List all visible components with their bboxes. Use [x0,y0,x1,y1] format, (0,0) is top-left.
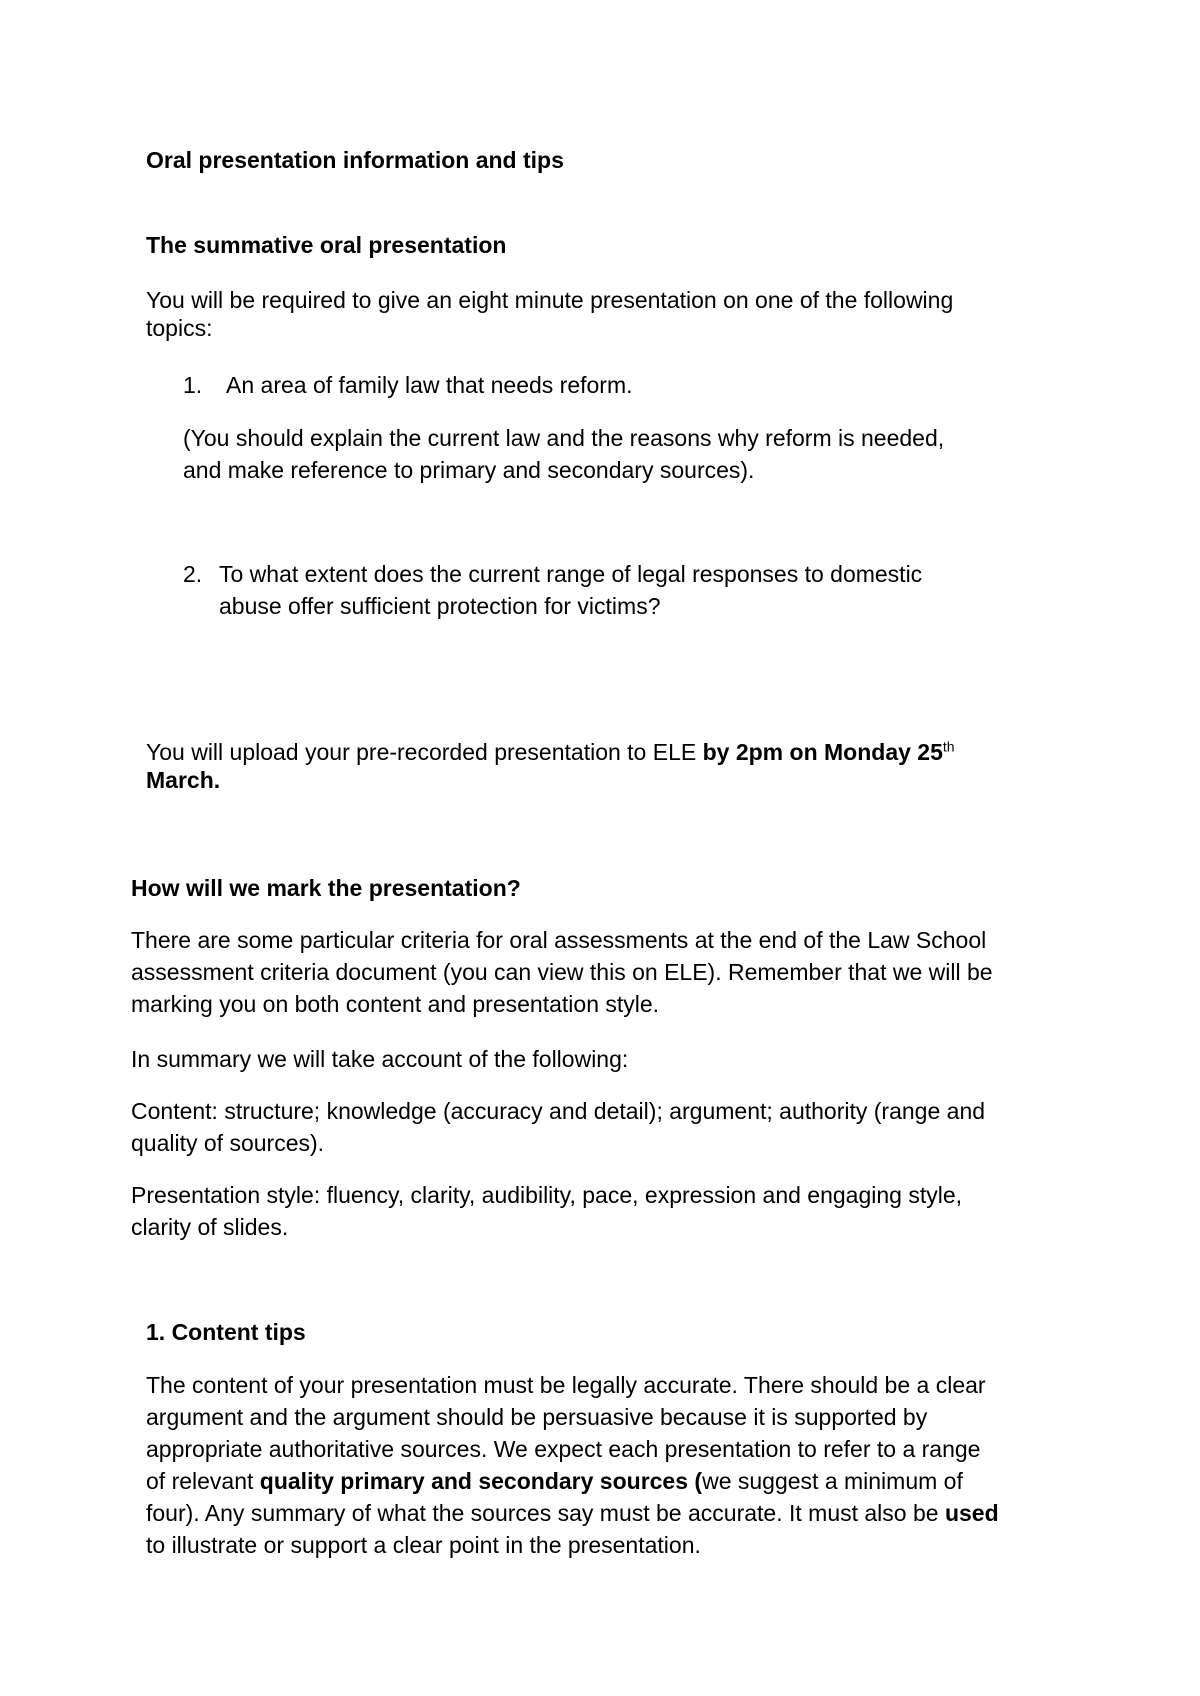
upload-deadline-superscript: th [942,738,955,755]
content-tips-line: appropriate authoritative sources. We expect each presentation to refer to a range [146,1436,981,1462]
content-tips-text: we suggest a minimum of [702,1468,963,1494]
content-tips-emphasis: used [944,1500,999,1526]
topic-text-line: To what extent does the current range of legal responses to domestic [219,561,923,587]
topic-text-line: abuse offer sufficient protection for victims? [219,593,661,619]
intro-text-line: You will be required to give an eight minute presentation on one of the following [146,287,954,313]
content-tips-line: to illustrate or support a clear point in the presentation. [146,1532,701,1558]
topic-note-line: (You should explain the current law and the reasons why reform is needed, [183,425,945,451]
content-criteria-line: quality of sources). [131,1130,325,1156]
topic-number: 2. [183,561,203,587]
content-criteria-line: Content: structure; knowledge (accuracy and detail); argument; authority (range and [131,1098,986,1124]
upload-text: You will upload your pre-recorded presentation to ELE [146,739,703,765]
content-tips-text: of relevant [146,1468,260,1494]
section-heading-marking: How will we mark the presentation? [131,875,521,901]
topic-note-line: and make reference to primary and secondary sources). [183,457,755,483]
content-tips-line: argument and the argument should be persuasive because it is supported by [146,1404,928,1430]
criteria-paragraph-line: assessment criteria document (you can view this on ELE). Remember that we will be [131,959,993,985]
content-tips-line [146,1497,999,1529]
content-tips-text: four). Any summary of what the sources say must be accurate. It must also be [146,1500,945,1526]
document-title: Oral presentation information and tips [146,147,564,173]
style-criteria-line: clarity of slides. [131,1214,289,1240]
upload-deadline-month: March. [146,767,221,793]
intro-text-line: topics: [146,315,213,341]
content-tips-line: The content of your presentation must be legally accurate. There should be a clear [146,1372,986,1398]
summary-intro: In summary we will take account of the following: [131,1046,629,1072]
upload-deadline: by 2pm on Monday 25 [702,739,943,765]
criteria-paragraph-line: There are some particular criteria for oral assessments at the end of the Law School [131,927,987,953]
content-tips-emphasis: quality primary and secondary sources ( [259,1468,703,1494]
section-heading-summative: The summative oral presentation [146,232,507,258]
topic-number: 1. [183,372,203,398]
content-tips-line [146,1465,963,1497]
style-criteria-line: Presentation style: fluency, clarity, audibility, pace, expression and engaging style, [131,1182,963,1208]
criteria-paragraph-line: marking you on both content and presentation style. [131,991,660,1017]
topic-text: An area of family law that needs reform. [226,372,633,398]
section-heading-content-tips: 1. Content tips [146,1319,306,1345]
upload-deadline-line [146,736,955,768]
